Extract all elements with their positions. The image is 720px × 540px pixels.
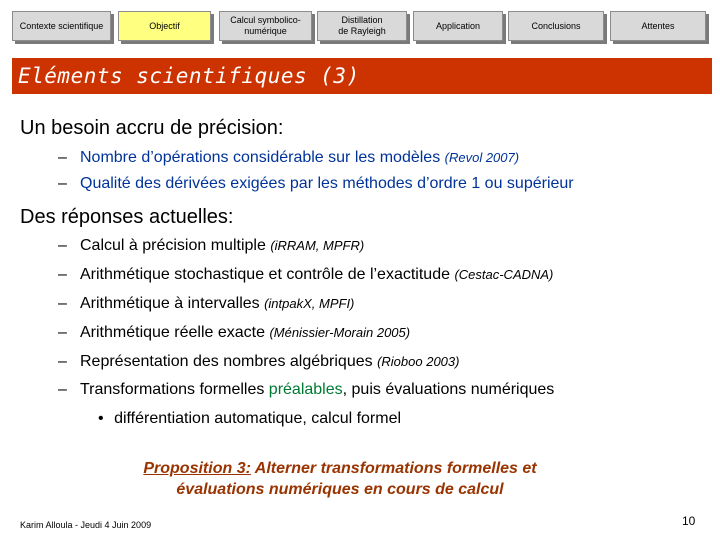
item-text	[80, 266, 553, 284]
item-text	[80, 237, 364, 255]
item-rest: exigées par les méthodes d’ordre 1 ou supérieur	[225, 175, 574, 192]
item-ref: (Rioboo 2003)	[377, 354, 460, 369]
item-ref: (iRRAM, MPFR)	[270, 238, 365, 253]
proposition	[40, 458, 640, 500]
dash: –	[58, 237, 67, 254]
item-rest: considérable sur les modèles	[228, 149, 445, 166]
proposition-line1	[40, 458, 640, 479]
item-text	[80, 295, 354, 313]
item-ref: (intpakX, MPFI)	[264, 296, 355, 311]
footer-author: Karim Alloula - Jeudi 4 Juin 2009	[20, 520, 152, 530]
dash: –	[58, 149, 67, 166]
dash: –	[58, 266, 67, 283]
page-number: 10	[682, 514, 696, 528]
item-main: Représentation des nombres algébriques	[80, 353, 378, 370]
item-main: Calcul à précision multiple	[80, 237, 271, 254]
title-bar	[12, 58, 712, 94]
nav-bar	[0, 0, 720, 50]
item-lead: Nombre d’opérations	[80, 149, 229, 166]
item-main-end: , puis évaluations numériques	[342, 381, 555, 398]
tab-application[interactable]: Application	[413, 11, 503, 41]
item-highlight: préalables	[268, 381, 343, 398]
sub-bullet	[98, 410, 401, 428]
dash: –	[58, 324, 67, 341]
item-text	[80, 353, 459, 371]
item-text	[80, 175, 574, 193]
slide-title: Eléments scientifiques (3)	[18, 64, 360, 88]
item-text	[80, 324, 410, 342]
section1-heading: Un besoin accru de précision:	[20, 117, 284, 139]
bullet-mark: •	[98, 410, 104, 427]
item-lead: Qualité des dérivées	[80, 175, 226, 192]
proposition-line2: évaluations numériques en cours de calcul	[176, 481, 504, 498]
dash: –	[58, 381, 67, 398]
item-text	[80, 381, 554, 399]
dash: –	[58, 295, 67, 312]
item-main: Arithmétique à intervalles	[80, 295, 265, 312]
item-main: Arithmétique réelle exacte	[80, 324, 270, 341]
proposition-text1: Alterner transformations formelles et	[250, 460, 537, 477]
item-text	[80, 149, 519, 167]
tab-conclusions[interactable]: Conclusions	[508, 11, 604, 41]
item-ref: (Revol 2007)	[444, 150, 520, 165]
item-main: Transformations formelles	[80, 381, 269, 398]
tab-contexte-scientifique[interactable]: Contexte scientifique	[12, 11, 111, 41]
sub-bullet-text: différentiation automatique, calcul formel	[114, 410, 402, 427]
proposition-label: Proposition 3:	[143, 460, 251, 477]
item-main: Arithmétique stochastique et contrôle de l’exactitude	[80, 266, 455, 283]
tab-attentes[interactable]: Attentes	[610, 11, 706, 41]
dash: –	[58, 175, 67, 192]
item-ref: (Ménissier-Morain 2005)	[269, 325, 411, 340]
item-ref: (Cestac-CADNA)	[454, 267, 554, 282]
tab-objectif[interactable]: Objectif	[118, 11, 211, 41]
dash: –	[58, 353, 67, 370]
tab-calcul-symbolico-numerique[interactable]: Calcul symbolico- numérique	[219, 11, 312, 41]
section2-heading: Des réponses actuelles:	[20, 206, 234, 228]
tab-distillation-rayleigh[interactable]: Distillation de Rayleigh	[317, 11, 407, 41]
